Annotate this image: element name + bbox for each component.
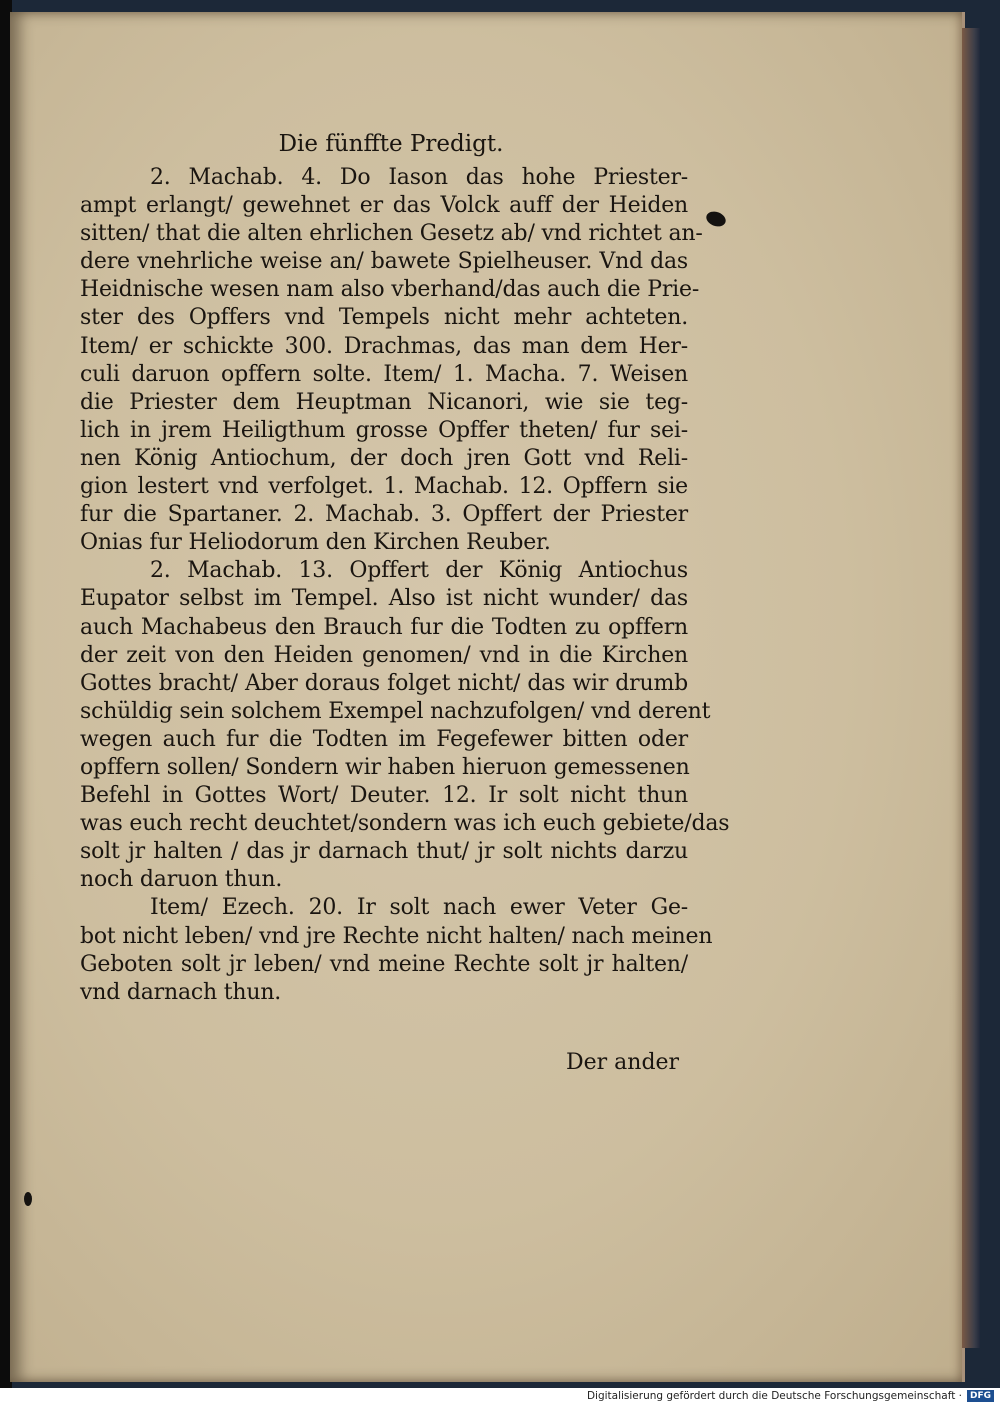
text-line: 2. Machab. 4. Do Iason das hohe Priester- <box>150 165 688 190</box>
text-line: schüldig sein solchem Exempel nachzufolgen/ vnd derent <box>80 698 711 724</box>
text-line: ampt erlangt/ gewehnet er das Volck auff der Heiden <box>80 193 688 219</box>
text-line: Gottes bracht/ Aber doraus folget nicht/ das wir drumb <box>80 670 688 696</box>
text-line: Befehl in Gottes Wort/ Deuter. 12. Ir solt nicht thun <box>80 783 688 809</box>
running-header: Die fünffte Predigt. <box>278 131 504 157</box>
text-line: nen König Antiochum, der doch jren Gott vnd Reli- <box>80 445 688 471</box>
text-line: solt jr halten / das jr darnach thut/ jr solt nichts darzu <box>80 839 688 865</box>
page-edge <box>962 28 980 1348</box>
text-line: Heidnische wesen nam also vberhand/das auch die Prie- <box>80 277 700 303</box>
text-line: vnd darnach thun. <box>80 979 282 1005</box>
text-line: Item/ Ezech. 20. Ir solt nach ewer Veter Ge- <box>150 895 688 921</box>
text-line: der zeit von den Heiden genomen/ vnd in die Kirchen <box>80 642 688 668</box>
text-line: wegen auch fur die Todten im Fegefewer bitten oder <box>80 726 688 752</box>
ink-blot <box>24 1192 32 1206</box>
text-line: Eupator selbst im Tempel. Also ist nicht wunder/ das <box>80 586 688 612</box>
text-line: Item/ er schickte 300. Drachmas, das man dem Her- <box>80 333 688 359</box>
page-text-block <box>80 124 730 1007</box>
text-line: dere vnehrliche weise an/ bawete Spielheuser. Vnd das <box>80 249 688 275</box>
text-line: Onias fur Heliodorum den Kirchen Reuber. <box>80 530 551 556</box>
text-line: sitten/ that die alten ehrlichen Gesetz ab/ vnd richtet an- <box>80 221 703 247</box>
text-line: Geboten solt jr leben/ vnd meine Rechte solt jr halten/ <box>80 951 688 977</box>
text-line: 2. Machab. 13. Opffert der König Antiochus <box>150 558 688 584</box>
dfg-logo: DFG <box>967 1390 994 1402</box>
text-line: die Priester dem Heuptman Nicanori, wie sie teg- <box>80 389 688 415</box>
text-line: noch daruon thun. <box>80 867 283 893</box>
text-line: gion lestert vnd verfolget. 1. Machab. 12. Opffern sie <box>80 474 688 500</box>
footer-bar <box>0 1388 1000 1404</box>
text-line: auch Machabeus den Brauch fur die Todten zu opffern <box>80 614 688 640</box>
text-line: ster des Opffers vnd Tempels nicht mehr achteten. <box>80 305 688 331</box>
catchword: Der ander <box>566 1050 680 1075</box>
text-line: bot nicht leben/ vnd jre Rechte nicht halten/ nach meinen <box>80 923 713 949</box>
text-line: opffern sollen/ Sondern wir haben hieruon gemessenen <box>80 754 690 780</box>
text-line: lich in jrem Heiligthum grosse Opffer theten/ fur sei- <box>80 417 688 443</box>
text-line: fur die Spartaner. 2. Machab. 3. Opffert der Priester <box>80 502 688 528</box>
text-line: was euch recht deuchtet/sondern was ich euch gebiete/das <box>80 811 730 837</box>
funding-credit: Digitalisierung gefördert durch die Deutsche Forschungsgemeinschaft · <box>586 1390 962 1402</box>
text-line: culi daruon opffern solte. Item/ 1. Macha. 7. Weisen <box>80 361 688 387</box>
